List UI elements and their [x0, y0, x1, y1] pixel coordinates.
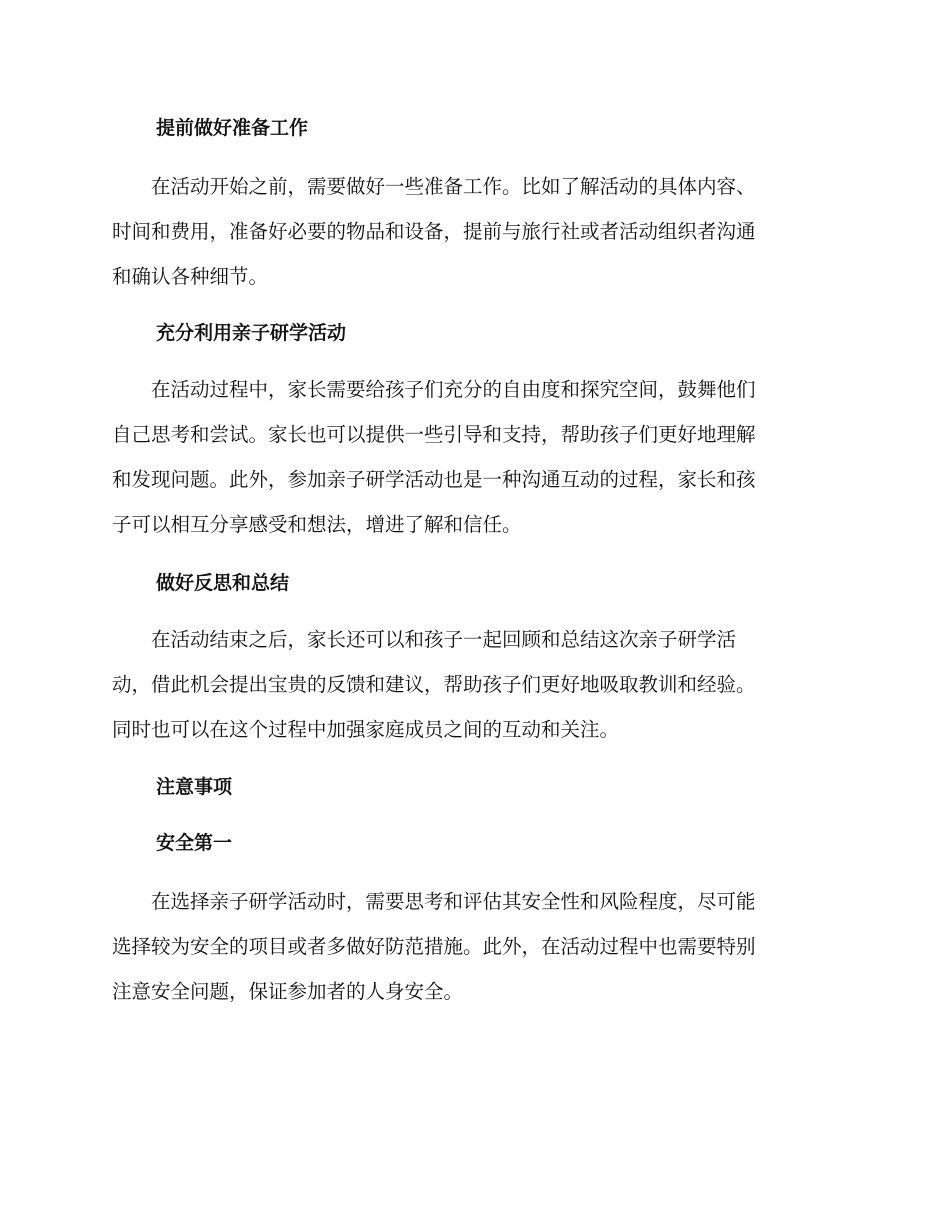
- section-paragraph-reflection: [112, 617, 830, 752]
- paragraph-line: 自己思考和尝试。家长也可以提供一些引导和支持，帮助孩子们更好地理解: [112, 423, 756, 446]
- paragraph-line: 在活动开始之前，需要做好一些准备工作。比如了解活动的具体内容、: [112, 175, 756, 198]
- section-heading-reflection: 做好反思和总结: [156, 572, 290, 594]
- section-paragraph-make-use: [112, 367, 830, 547]
- section-heading-safety: 安全第一: [156, 832, 233, 854]
- paragraph-line: 注意安全问题，保证参加者的人身安全。: [112, 980, 464, 1003]
- section-heading-make-use: 充分利用亲子研学活动: [156, 322, 347, 344]
- paragraph-line: 同时也可以在这个过程中加强家庭成员之间的互动和关注。: [112, 718, 620, 741]
- section-paragraph-safety: [112, 879, 830, 1014]
- paragraph-line: 子可以相互分享感受和想法，增进了解和信任。: [112, 513, 522, 536]
- paragraph-line: 和确认各种细节。: [112, 265, 269, 288]
- section-heading-notes: 注意事项: [156, 776, 233, 798]
- paragraph-line: 选择较为安全的项目或者多做好防范措施。此外，在活动过程中也需要特别: [112, 935, 756, 958]
- paragraph-line: 和发现问题。此外，参加亲子研学活动也是一种沟通互动的过程，家长和孩: [112, 468, 756, 491]
- paragraph-line: 在选择亲子研学活动时，需要思考和评估其安全性和风险程度，尽可能: [112, 890, 756, 913]
- section-heading-preparation: 提前做好准备工作: [156, 117, 309, 139]
- paragraph-line: 在活动过程中，家长需要给孩子们充分的自由度和探究空间，鼓舞他们: [112, 378, 756, 401]
- paragraph-line: 动，借此机会提出宝贵的反馈和建议，帮助孩子们更好地吸取教训和经验。: [112, 673, 756, 696]
- paragraph-line: 在活动结束之后，家长还可以和孩子一起回顾和总结这次亲子研学活: [112, 628, 737, 651]
- paragraph-line: 时间和费用，准备好必要的物品和设备，提前与旅行社或者活动组织者沟通: [112, 220, 756, 243]
- section-paragraph-preparation: [112, 164, 830, 299]
